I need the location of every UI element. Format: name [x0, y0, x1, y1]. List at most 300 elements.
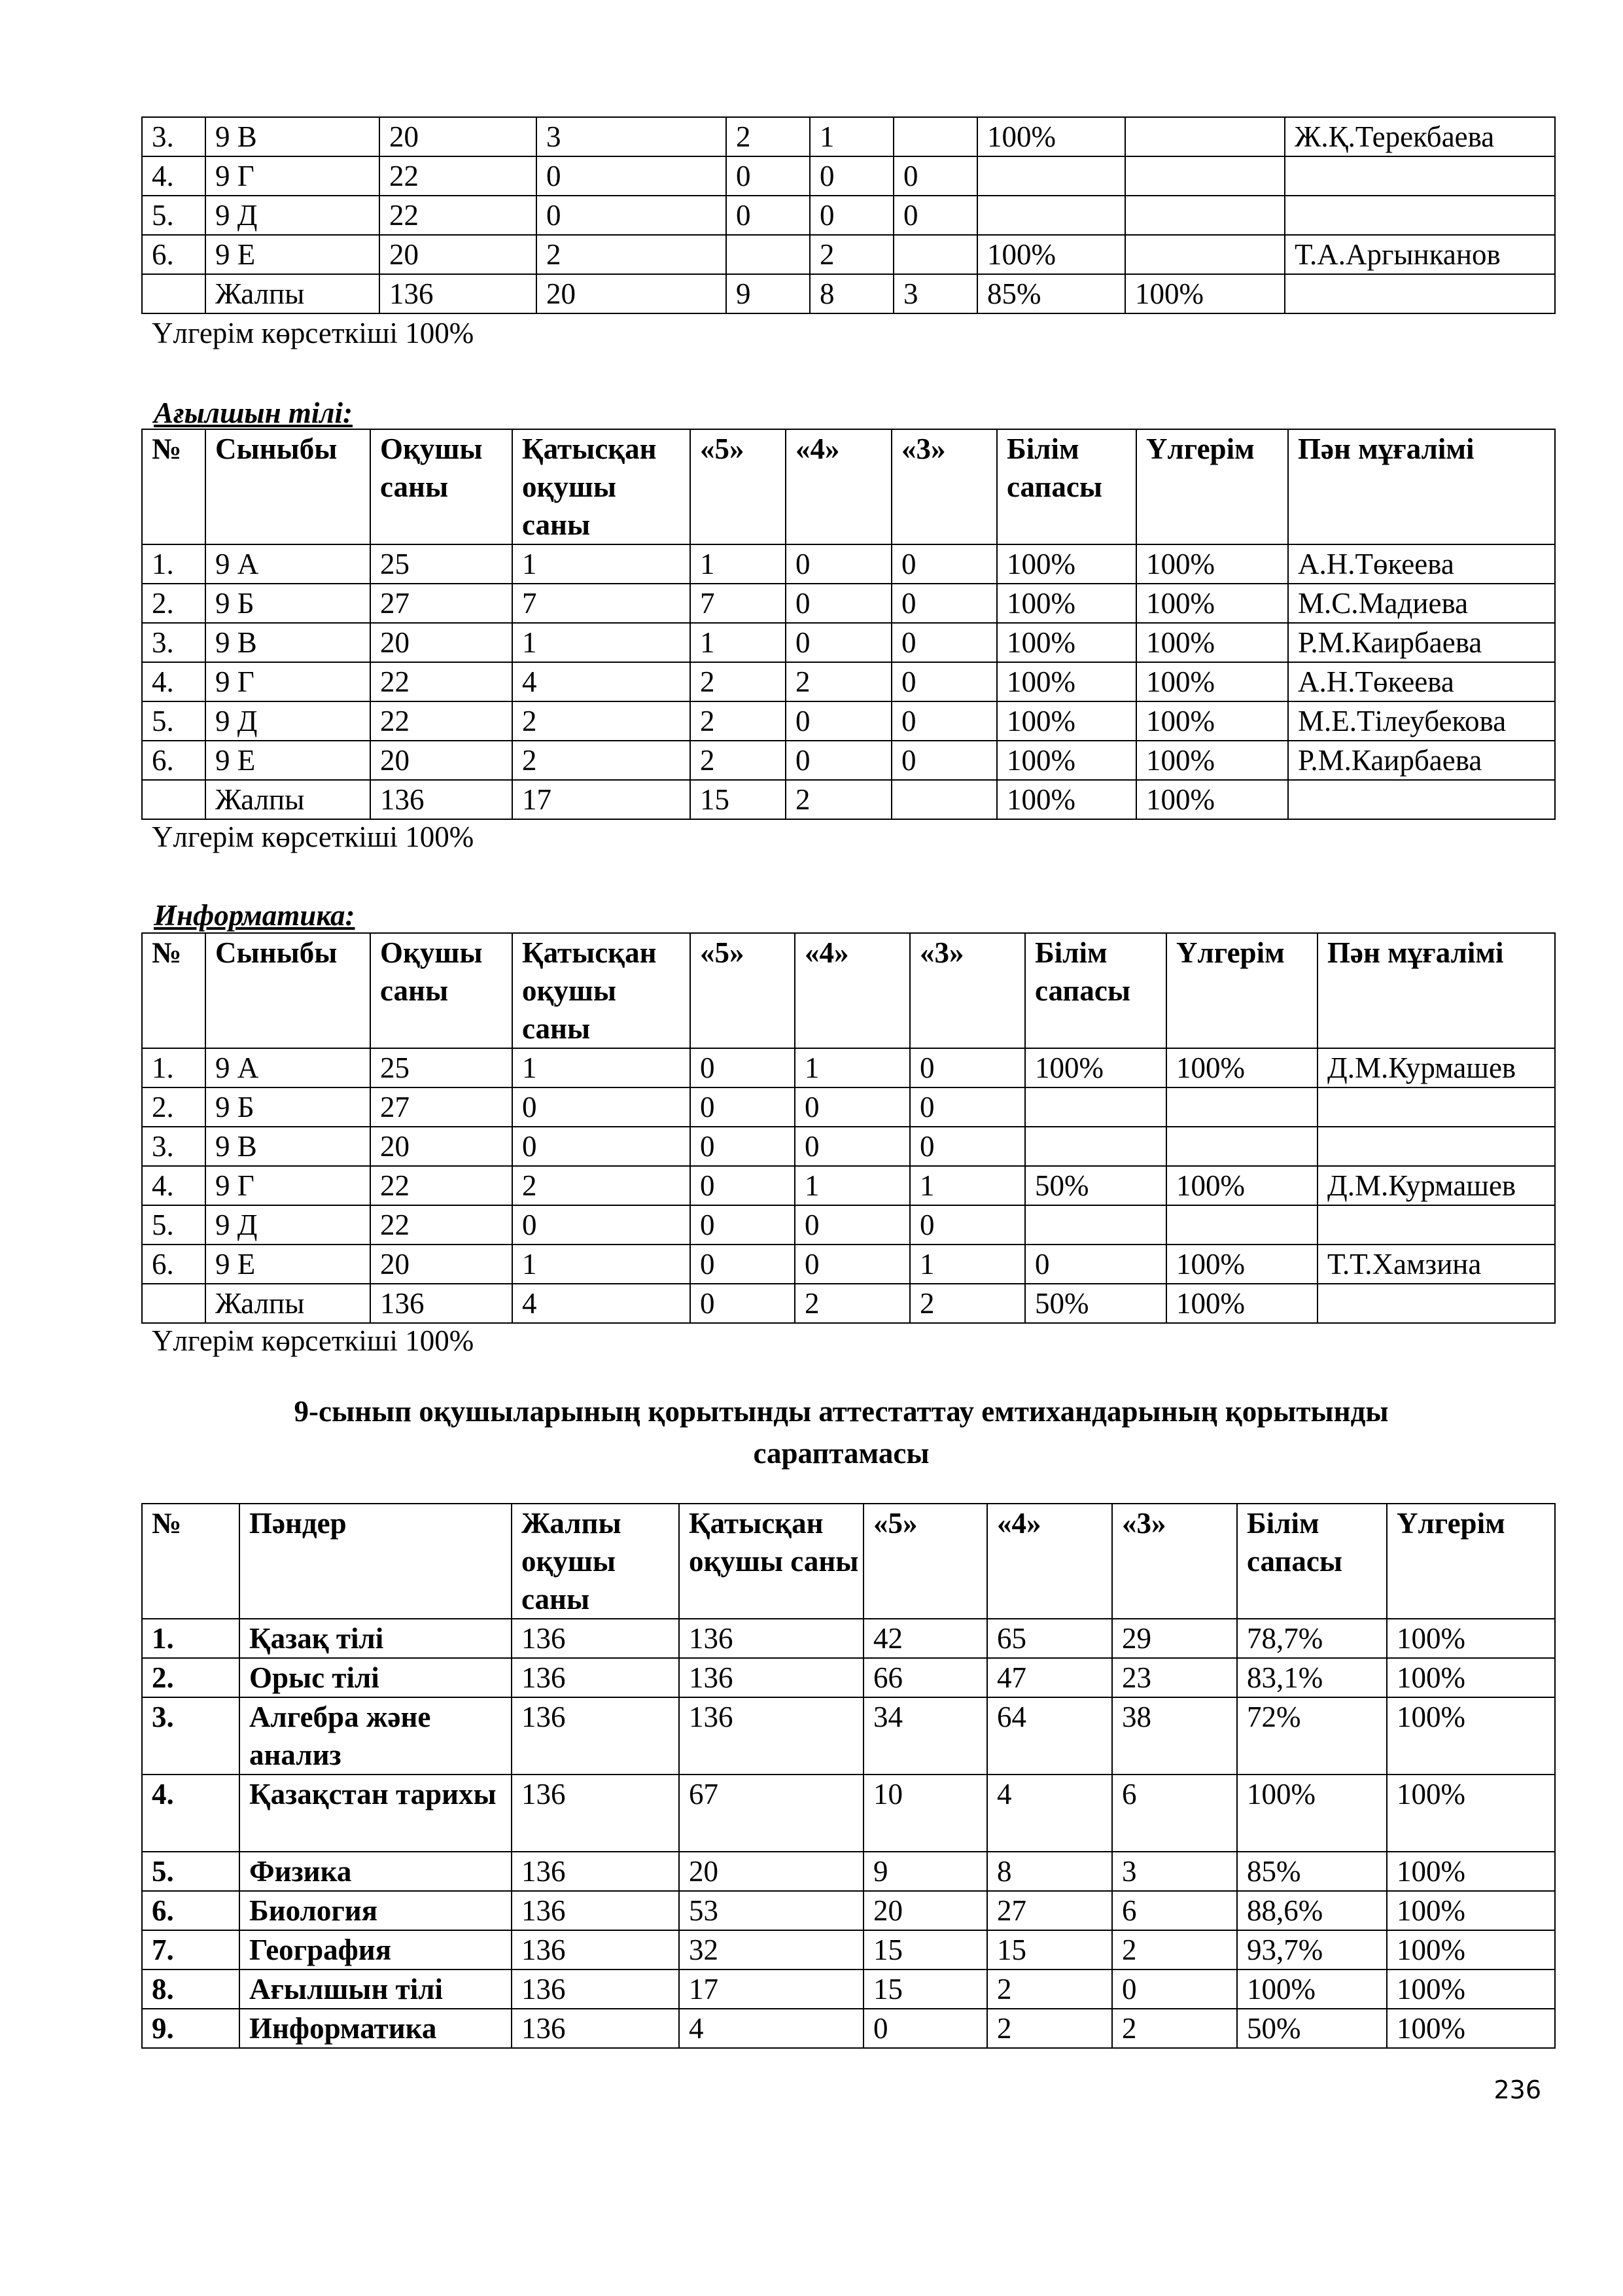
column-header: «4»: [987, 1504, 1112, 1619]
column-header: «5»: [690, 933, 795, 1048]
table-cell: 100%: [997, 662, 1136, 701]
table-cell: 0: [910, 1087, 1025, 1127]
table-cell: 136: [512, 1697, 679, 1775]
table-cell: [1318, 1087, 1555, 1127]
table-cell: 100%: [1387, 2009, 1555, 2048]
table-cell: 100%: [1387, 1697, 1555, 1775]
table-cell: 136: [512, 1930, 679, 1969]
table-cell: 0: [894, 156, 977, 196]
table-cell: 9 Д: [205, 196, 379, 235]
table-cell: 5.: [142, 701, 205, 741]
column-header: Білім сапасы: [1025, 933, 1166, 1048]
table-row: [142, 196, 1555, 235]
table-cell: 9 Б: [205, 1087, 370, 1127]
table-cell: 100%: [1136, 701, 1288, 741]
table-cell: 53: [679, 1891, 864, 1930]
column-header: «3»: [892, 429, 997, 544]
table-cell: 0: [512, 1087, 690, 1127]
table-cell: [1166, 1087, 1318, 1127]
table-cell: 8.: [142, 1969, 239, 2009]
table-cell: [1288, 780, 1555, 819]
table-cell: 100%: [1136, 623, 1288, 662]
informatics-body: [142, 933, 1555, 1323]
table-cell: 1: [512, 544, 690, 584]
table-cell: [1318, 1205, 1555, 1245]
table-cell: 9 Г: [205, 662, 370, 701]
table-cell: Қазақ тілі: [239, 1619, 512, 1658]
table-cell: 4: [987, 1775, 1112, 1852]
table-cell: 100%: [977, 117, 1125, 156]
column-header: Оқушы саны: [370, 429, 512, 544]
table-cell: 50%: [1025, 1166, 1166, 1205]
table-cell: 2: [690, 741, 786, 780]
table-cell: 100%: [1136, 780, 1288, 819]
table-cell: 136: [679, 1619, 864, 1658]
column-header: Оқушы саны: [370, 933, 512, 1048]
column-header: №: [142, 933, 205, 1048]
table-row: [142, 1697, 1555, 1775]
final-heading-line: 9-сынып оқушыларының қорытынды аттестаттау емтихандарының қорытынды: [294, 1395, 1389, 1428]
table-cell: Р.М.Каирбаева: [1288, 623, 1555, 662]
table-cell: 100%: [1387, 1891, 1555, 1930]
table-cell: 22: [379, 156, 536, 196]
table-cell: 0: [910, 1127, 1025, 1166]
table-row: [142, 1205, 1555, 1245]
table-cell: [1125, 117, 1285, 156]
table-cell: 0: [892, 584, 997, 623]
table-cell: 2: [536, 235, 726, 274]
table-row: [142, 623, 1555, 662]
table-cell: 0: [810, 156, 894, 196]
column-header: «4»: [795, 933, 910, 1048]
table-cell: [1125, 235, 1285, 274]
header-row: [142, 1504, 1555, 1619]
table-cell: 0: [892, 662, 997, 701]
table-cell: 9 Е: [205, 235, 379, 274]
table-cell: 3.: [142, 117, 205, 156]
table-cell: [977, 196, 1125, 235]
column-header: «4»: [786, 429, 892, 544]
english-body: [142, 429, 1555, 819]
table-cell: Биология: [239, 1891, 512, 1930]
table-cell: 4.: [142, 1775, 239, 1852]
table-cell: 136: [370, 1284, 512, 1323]
table-cell: 2.: [142, 1658, 239, 1697]
table-cell: 0: [786, 701, 892, 741]
table-cell: 27: [370, 1087, 512, 1127]
final-heading-line: сараптамасы: [753, 1437, 930, 1470]
table-cell: 4.: [142, 662, 205, 701]
table-cell: [142, 1284, 205, 1323]
table-cell: Қазақстан тарихы: [239, 1775, 512, 1852]
table-cell: 1: [690, 623, 786, 662]
table-cell: 136: [512, 1969, 679, 2009]
table-row: [142, 235, 1555, 274]
table-cell: 100%: [977, 235, 1125, 274]
table-cell: 20: [536, 274, 726, 313]
total-row: [142, 274, 1555, 313]
table-cell: 22: [379, 196, 536, 235]
table-cell: 100%: [1387, 1930, 1555, 1969]
table-row: [142, 1245, 1555, 1284]
performance-note: Үлгерім көрсеткіші 100%: [152, 1324, 474, 1357]
table-cell: [1166, 1127, 1318, 1166]
table-cell: 9 Д: [205, 1205, 370, 1245]
column-header: Үлгерім: [1387, 1504, 1555, 1619]
table-cell: 17: [512, 780, 690, 819]
table-cell: 6.: [142, 1245, 205, 1284]
table-row: [142, 1891, 1555, 1930]
table-cell: Жалпы: [205, 274, 379, 313]
table-cell: 42: [864, 1619, 987, 1658]
table-cell: 136: [512, 1852, 679, 1891]
table-cell: 3.: [142, 1697, 239, 1775]
table-cell: 8: [987, 1852, 1112, 1891]
continuation-body: [142, 117, 1555, 313]
column-header: Білім сапасы: [1237, 1504, 1387, 1619]
table-cell: 1.: [142, 544, 205, 584]
table-cell: 100%: [1166, 1166, 1318, 1205]
table-cell: 0: [810, 196, 894, 235]
table-cell: 15: [864, 1969, 987, 2009]
table-cell: 1: [910, 1245, 1025, 1284]
table-cell: 9 В: [205, 623, 370, 662]
table-cell: 6.: [142, 741, 205, 780]
table-cell: 2: [726, 117, 810, 156]
table-cell: [1025, 1127, 1166, 1166]
table-cell: 0: [910, 1205, 1025, 1245]
table-cell: 9: [864, 1852, 987, 1891]
table-cell: 9 Г: [205, 156, 379, 196]
table-cell: 8: [810, 274, 894, 313]
table-cell: 0: [795, 1205, 910, 1245]
table-cell: 100%: [1387, 1619, 1555, 1658]
table-cell: 100%: [997, 780, 1136, 819]
table-cell: 0: [795, 1245, 910, 1284]
table-cell: 9 А: [205, 544, 370, 584]
column-header: Пән мұғалімі: [1318, 933, 1555, 1048]
table-cell: 2.: [142, 584, 205, 623]
table-cell: 20: [370, 1127, 512, 1166]
table-cell: 7: [512, 584, 690, 623]
column-header: Қатысқан оқушы саны: [512, 933, 690, 1048]
final-heading: [141, 1390, 1541, 1474]
table-cell: 2: [795, 1284, 910, 1323]
table-cell: 0: [512, 1127, 690, 1166]
table-cell: 100%: [1387, 1852, 1555, 1891]
table-cell: 2: [910, 1284, 1025, 1323]
table-cell: 9 В: [205, 1127, 370, 1166]
table-cell: 83,1%: [1237, 1658, 1387, 1697]
table-cell: 4.: [142, 1166, 205, 1205]
table-row: [142, 701, 1555, 741]
column-header: Пәндер: [239, 1504, 512, 1619]
table-cell: Т.Т.Хамзина: [1318, 1245, 1555, 1284]
table-cell: 0: [892, 544, 997, 584]
table-cell: 2: [690, 662, 786, 701]
table-cell: 2: [987, 2009, 1112, 2048]
table-cell: 1.: [142, 1619, 239, 1658]
table-cell: 0: [786, 623, 892, 662]
table-row: [142, 156, 1555, 196]
table-cell: 100%: [1237, 1775, 1387, 1852]
table-cell: 136: [679, 1658, 864, 1697]
column-header: Қатысқан оқушы саны: [679, 1504, 864, 1619]
table-cell: Р.М.Каирбаева: [1288, 741, 1555, 780]
table-cell: 0: [726, 196, 810, 235]
table-cell: 2.: [142, 1087, 205, 1127]
table-row: [142, 1048, 1555, 1087]
table-cell: 9 А: [205, 1048, 370, 1087]
table-cell: 1: [512, 1048, 690, 1087]
table-cell: 0: [892, 623, 997, 662]
table-cell: 78,7%: [1237, 1619, 1387, 1658]
table-cell: 6.: [142, 235, 205, 274]
table-cell: 0: [786, 544, 892, 584]
table-cell: 0: [690, 1087, 795, 1127]
table-cell: 0: [1025, 1245, 1166, 1284]
table-cell: 100%: [1166, 1048, 1318, 1087]
table-cell: 6.: [142, 1891, 239, 1930]
table-cell: Физика: [239, 1852, 512, 1891]
table-cell: 0: [690, 1048, 795, 1087]
column-header: «5»: [864, 1504, 987, 1619]
table-cell: 136: [512, 1658, 679, 1697]
table-cell: 15: [987, 1930, 1112, 1969]
table-cell: 100%: [1136, 741, 1288, 780]
final-body: [142, 1504, 1555, 2048]
table-cell: 88,6%: [1237, 1891, 1387, 1930]
table-cell: 27: [987, 1891, 1112, 1930]
table-cell: 15: [690, 780, 786, 819]
column-header: «3»: [910, 933, 1025, 1048]
table-cell: [894, 235, 977, 274]
table-cell: 23: [1112, 1658, 1237, 1697]
performance-note: Үлгерім көрсеткіші 100%: [152, 317, 474, 349]
table-cell: 5.: [142, 1205, 205, 1245]
table-cell: 2: [987, 1969, 1112, 2009]
informatics-table: [141, 932, 1556, 1324]
table-cell: 1: [795, 1048, 910, 1087]
table-cell: 0: [795, 1127, 910, 1166]
table-cell: 32: [679, 1930, 864, 1969]
table-cell: 100%: [1387, 1658, 1555, 1697]
total-row: [142, 1284, 1555, 1323]
table-cell: 0: [892, 741, 997, 780]
table-cell: 100%: [997, 741, 1136, 780]
table-cell: 0: [690, 1284, 795, 1323]
table-cell: Т.А.Аргынканов: [1285, 235, 1555, 274]
table-cell: 1.: [142, 1048, 205, 1087]
table-cell: 100%: [997, 623, 1136, 662]
table-cell: 9 Б: [205, 584, 370, 623]
table-row: [142, 117, 1555, 156]
table-cell: 136: [379, 274, 536, 313]
table-cell: А.Н.Төкеева: [1288, 662, 1555, 701]
table-row: [142, 584, 1555, 623]
table-cell: 100%: [1136, 584, 1288, 623]
table-cell: 3: [1112, 1852, 1237, 1891]
table-cell: [1285, 274, 1555, 313]
table-cell: 1: [910, 1166, 1025, 1205]
column-header: Сыныбы: [205, 429, 370, 544]
column-header: №: [142, 1504, 239, 1619]
table-cell: 100%: [1136, 662, 1288, 701]
column-header: Білім сапасы: [997, 429, 1136, 544]
english-table: [141, 429, 1556, 820]
performance-note: Үлгерім көрсеткіші 100%: [152, 821, 474, 853]
table-cell: [894, 117, 977, 156]
table-cell: 2: [810, 235, 894, 274]
table-cell: [977, 156, 1125, 196]
header-row: [142, 933, 1555, 1048]
table-cell: 100%: [1237, 1969, 1387, 2009]
table-cell: 85%: [1237, 1852, 1387, 1891]
table-cell: Д.М.Курмашев: [1318, 1048, 1555, 1087]
table-cell: 4: [512, 1284, 690, 1323]
table-cell: 93,7%: [1237, 1930, 1387, 1969]
table-cell: 0: [910, 1048, 1025, 1087]
table-cell: 136: [370, 780, 512, 819]
table-cell: 20: [379, 235, 536, 274]
table-row: [142, 2009, 1555, 2048]
table-cell: 22: [370, 662, 512, 701]
table-cell: Д.М.Курмашев: [1318, 1166, 1555, 1205]
table-cell: 38: [1112, 1697, 1237, 1775]
table-cell: 0: [536, 196, 726, 235]
table-cell: 136: [512, 1619, 679, 1658]
table-cell: 22: [370, 701, 512, 741]
table-cell: 27: [370, 584, 512, 623]
table-row: [142, 662, 1555, 701]
table-cell: М.С.Мадиева: [1288, 584, 1555, 623]
table-cell: 3.: [142, 1127, 205, 1166]
table-cell: 2: [690, 701, 786, 741]
table-cell: [726, 235, 810, 274]
table-cell: 100%: [1166, 1284, 1318, 1323]
table-cell: 22: [370, 1166, 512, 1205]
total-row: [142, 780, 1555, 819]
table-cell: Орыс тілі: [239, 1658, 512, 1697]
table-cell: 7.: [142, 1930, 239, 1969]
table-cell: 0: [786, 584, 892, 623]
table-cell: 0: [1112, 1969, 1237, 2009]
table-cell: 20: [370, 1245, 512, 1284]
section-title-informatics: Информатика:: [154, 899, 355, 932]
table-row: [142, 1930, 1555, 1969]
table-cell: 66: [864, 1658, 987, 1697]
column-header: Үлгерім: [1136, 429, 1288, 544]
table-cell: [1025, 1087, 1166, 1127]
table-cell: 1: [810, 117, 894, 156]
table-cell: 29: [1112, 1619, 1237, 1658]
table-cell: 136: [512, 1775, 679, 1852]
table-cell: 0: [690, 1205, 795, 1245]
table-cell: 100%: [1125, 274, 1285, 313]
table-cell: 47: [987, 1658, 1112, 1697]
table-row: [142, 1127, 1555, 1166]
table-cell: 4: [679, 2009, 864, 2048]
table-cell: 85%: [977, 274, 1125, 313]
table-cell: 100%: [997, 701, 1136, 741]
table-cell: География: [239, 1930, 512, 1969]
table-cell: 6: [1112, 1775, 1237, 1852]
table-cell: 17: [679, 1969, 864, 2009]
table-cell: 100%: [1387, 1969, 1555, 2009]
table-cell: 20: [864, 1891, 987, 1930]
final-table: [141, 1503, 1556, 2049]
page-number: 236: [1493, 2075, 1541, 2104]
table-cell: 0: [690, 1245, 795, 1284]
table-cell: 0: [690, 1166, 795, 1205]
table-row: [142, 1969, 1555, 2009]
column-header: Пән мұғалімі: [1288, 429, 1555, 544]
column-header: №: [142, 429, 205, 544]
column-header: «3»: [1112, 1504, 1237, 1619]
table-row: [142, 544, 1555, 584]
table-cell: 136: [512, 1891, 679, 1930]
table-cell: 34: [864, 1697, 987, 1775]
table-row: [142, 1852, 1555, 1891]
table-cell: 3: [536, 117, 726, 156]
table-cell: 0: [786, 741, 892, 780]
table-cell: 67: [679, 1775, 864, 1852]
table-cell: 9 Г: [205, 1166, 370, 1205]
table-cell: 5.: [142, 1852, 239, 1891]
table-cell: 9 Д: [205, 701, 370, 741]
column-header: «5»: [690, 429, 786, 544]
table-cell: 1: [512, 623, 690, 662]
table-cell: 1: [512, 1245, 690, 1284]
column-header: Сыныбы: [205, 933, 370, 1048]
table-cell: [1285, 156, 1555, 196]
table-cell: 1: [690, 544, 786, 584]
table-cell: Алгебра және анализ: [239, 1697, 512, 1775]
table-row: [142, 1775, 1555, 1852]
column-header: Үлгерім: [1166, 933, 1318, 1048]
table-cell: Жалпы: [205, 1284, 370, 1323]
table-cell: 20: [370, 741, 512, 780]
table-cell: 4: [512, 662, 690, 701]
header-row: [142, 429, 1555, 544]
table-cell: 20: [679, 1852, 864, 1891]
table-row: [142, 1166, 1555, 1205]
table-cell: 9 Е: [205, 741, 370, 780]
table-cell: 50%: [1025, 1284, 1166, 1323]
table-cell: 0: [690, 1127, 795, 1166]
table-cell: 65: [987, 1619, 1112, 1658]
table-cell: Ж.Қ.Терекбаева: [1285, 117, 1555, 156]
table-cell: 1: [795, 1166, 910, 1205]
table-cell: Информатика: [239, 2009, 512, 2048]
continuation-table: [141, 116, 1556, 314]
table-row: [142, 1619, 1555, 1658]
table-cell: 20: [379, 117, 536, 156]
table-cell: 100%: [1025, 1048, 1166, 1087]
table-cell: 136: [679, 1697, 864, 1775]
table-cell: 15: [864, 1930, 987, 1969]
table-cell: [1125, 156, 1285, 196]
table-cell: Ағылшын тілі: [239, 1969, 512, 2009]
table-row: [142, 1658, 1555, 1697]
column-header: Жалпы оқушы саны: [512, 1504, 679, 1619]
table-cell: 0: [894, 196, 977, 235]
table-cell: 100%: [997, 584, 1136, 623]
table-cell: [142, 274, 205, 313]
table-cell: 22: [370, 1205, 512, 1245]
table-cell: [1318, 1127, 1555, 1166]
table-cell: 0: [536, 156, 726, 196]
